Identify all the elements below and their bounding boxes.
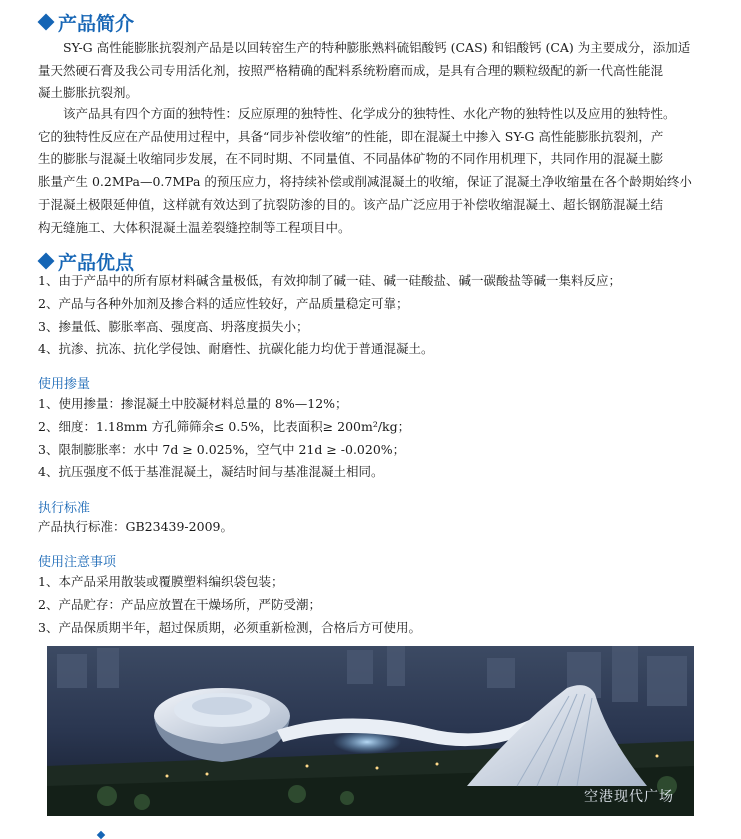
- diamond-bullet-icon: [38, 14, 55, 31]
- intro-title: 产品简介: [58, 12, 135, 35]
- list-item: 1、由于产品中的所有原材料碱含量极低，有效抑制了碱一硅、碱一硅酸盐、碱一碳酸盐等碱一集料反应；: [38, 273, 621, 288]
- intro-paragraph-2: [38, 103, 716, 239]
- list-item: 2、产品贮存：产品应放置在干燥场所，严防受潮；: [38, 596, 321, 612]
- intro-paragraph-1: [38, 37, 716, 105]
- text-line: 生的膨胀与混凝土收缩同步发展，在不同时期、不同量值、不同晶体矿物的不同作用机理下，共同作用的混凝土膨: [38, 151, 664, 167]
- list-item: 2、产品与各种外加剂及掺合料的适应性较好，产品质量稳定可靠；: [38, 295, 409, 311]
- text-line: 量天然硬石膏及我公司专用活化剂，按照严格精确的配料系统粉磨而成，是具有合理的颗粒级配的新一代高性能混: [38, 62, 664, 78]
- diamond-bullet-icon: [97, 831, 105, 839]
- text-line: SY-G 高性能膨胀抗裂剂产品是以回转窑生产的特种膨胀熟料硫铝酸钙 (CAS) 和铝酸钙 (CA) 为主要成分，添加适: [63, 40, 691, 55]
- list-item: 3、掺量低、膨胀率高、强度高、坍落度损失小；: [38, 318, 309, 334]
- standard-text-block: [38, 516, 233, 539]
- list-item: 1、本产品采用散装或覆膜塑料编织袋包装；: [38, 574, 284, 589]
- text-line: 凝土膨胀抗裂剂。: [38, 85, 139, 101]
- standard-heading: 执行标准: [38, 501, 91, 516]
- text-line: 它的独特性反应在产品使用过程中，具备“同步补偿收缩”的性能，即在混凝土中掺入 SY-G 高性能膨胀抗裂剂，产: [38, 128, 664, 144]
- diamond-bullet-icon: [38, 253, 55, 270]
- text-line: 于混凝土极限延伸值，这样就有效达到了抗裂防渗的目的。该产品广泛应用于补偿收缩混凝土、超长钢筋混凝土结: [38, 196, 664, 212]
- list-item: 3、产品保质期半年，超过保质期，必须重新检测，合格后方可使用。: [38, 619, 421, 635]
- list-item: 3、限制膨胀率：水中 7d ≥ 0.025%，空气中 21d ≥ -0.020%；: [38, 441, 406, 457]
- advantages-title: 产品优点: [58, 251, 135, 274]
- notes-list: [38, 571, 421, 639]
- photo-caption: 空港现代广场: [584, 789, 674, 805]
- text-line: 该产品具有四个方面的独特性：反应原理的独特性、化学成分的独特性、水化产物的独特性以及应用的独特性。: [63, 106, 676, 121]
- text-line: 构无缝施工、大体积混凝土温差裂缝控制等工程项目中。: [38, 219, 351, 235]
- standard-text: 产品执行标准：GB23439-2009。: [38, 519, 233, 534]
- intro-heading: [38, 10, 134, 34]
- text-line: 胀量产生 0.2MPa—0.7MPa 的预压应力，将持续补偿或削减混凝土的收缩，保证了混凝土净收缩量在各个龄期始终小: [38, 174, 692, 190]
- list-item: 2、细度：1.18mm 方孔筛筛余≤ 0.5%，比表面积≥ 200m²/kg；: [38, 418, 411, 434]
- list-item: 1、使用掺量：掺混凝土中胶凝材料总量的 8%—12%；: [38, 396, 348, 411]
- dosage-heading: 使用掺量: [38, 377, 91, 392]
- notes-heading: 使用注意事项: [38, 555, 117, 570]
- dosage-list: [38, 393, 410, 484]
- list-item: 4、抗压强度不低于基准混凝土，凝结时间与基准混凝土相同。: [38, 464, 384, 480]
- architecture-photo: [47, 646, 694, 816]
- advantages-list: [38, 270, 621, 361]
- list-item: 4、抗渗、抗冻、抗化学侵蚀、耐磨性、抗碳化能力均优于普通混凝土。: [38, 341, 434, 357]
